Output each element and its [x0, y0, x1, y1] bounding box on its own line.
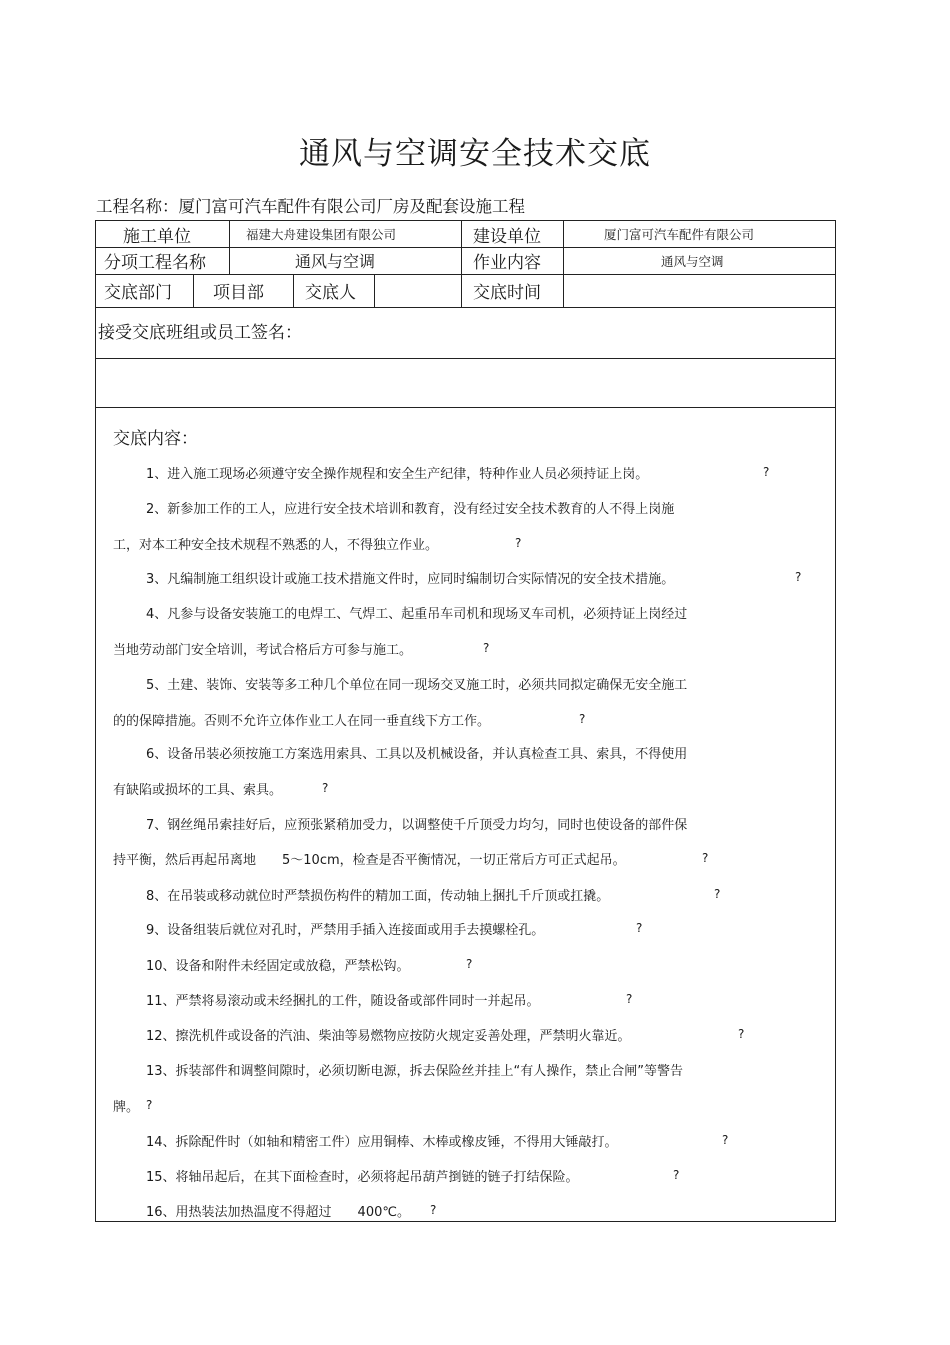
dept-label: 交底部门 [104, 283, 172, 303]
document-title: 通风与空调安全技术交底 [299, 136, 651, 172]
content-label: 交底内容： [113, 429, 198, 449]
row-divider [96, 407, 835, 408]
content-line: 工，对本工种安全技术规程不熟悉的人，不得独立作业。 [113, 538, 439, 553]
content-line: 牌。 [113, 1100, 140, 1115]
content-line: 4、凡参与设备安装施工的电焊工、气焊工、起重吊车司机和现场叉车司机，必须持证上岗经过 [146, 607, 688, 622]
col-divider [293, 274, 294, 307]
content-line: 7、钢丝绳吊索挂好后，应预张紧稍加受力，以调整使千斤顶受力均匀，同时也使设备的部件保 [146, 818, 688, 833]
content-line: 13、拆装部件和调整间隙时，必须切断电源，拆去保险丝并挂上“有人操作，禁止合闸”等警告 [146, 1064, 684, 1079]
content-line: 15、将轴吊起后，在其下面检查时，必须将起吊葫芦捯链的链子打结保险。 [146, 1170, 579, 1185]
content-line-mark: ? [515, 536, 522, 550]
content-line-mark: ? [579, 712, 586, 726]
content-line-mark: ? [466, 957, 473, 971]
content-line: 12、擦洗机件或设备的汽油、柴油等易燃物应按防火规定妥善处理，严禁明火靠近。 [146, 1029, 631, 1044]
col-divider [229, 247, 230, 274]
col-divider [563, 221, 564, 307]
content-line-mark: ? [763, 465, 770, 479]
content-line: 8、在吊装或移动就位时严禁损伤构件的精加工面，传动轴上捆扎千斤顶或扛撬。 [146, 889, 610, 904]
content-line: 持平衡，然后再起吊离地 5～10cm，检查是否平衡情况，一切正常后方可正式起吊。 [113, 853, 626, 868]
content-line-mark: ? [483, 641, 490, 655]
content-line: 的的保障措施。否则不允许立体作业工人在同一垂直线下方工作。 [113, 714, 491, 729]
content-line: 10、设备和附件未经固定或放稳，严禁松钩。 [146, 959, 410, 974]
work-content-value: 通风与空调 [661, 253, 724, 269]
content-line-mark: ? [322, 781, 329, 795]
content-line: 有缺陷或损坏的工具、索具。 [113, 783, 283, 798]
row-divider [96, 307, 835, 308]
col-divider [193, 274, 194, 307]
content-line-mark: ? [795, 570, 802, 584]
construction-unit-value: 福建大舟建设集团有限公司 [246, 227, 397, 242]
sub-project-value: 通风与空调 [295, 252, 376, 271]
content-line: 16、用热装法加热温度不得超过 400℃。 [146, 1205, 410, 1220]
content-line-mark: ? [430, 1203, 437, 1217]
content-line-mark: ? [738, 1027, 745, 1041]
row-divider [96, 358, 835, 359]
content-line-mark: ? [673, 1168, 680, 1182]
owner-unit-value: 厦门富可汽车配件有限公司 [604, 227, 755, 242]
signature-label: 接受交底班组或员工签名： [98, 323, 302, 343]
col-divider [461, 221, 462, 307]
content-line: 1、进入施工现场必须遵守安全操作规程和安全生产纪律，特种作业人员必须持证上岗。 [146, 467, 649, 482]
row-divider [96, 247, 835, 248]
content-line: 3、凡编制施工组织设计或施工技术措施文件时，应同时编制切合实际情况的安全技术措施。 [146, 572, 675, 587]
person-label: 交底人 [305, 283, 356, 303]
sub-project-label: 分项工程名称 [104, 253, 206, 273]
content-line-mark: ? [714, 887, 721, 901]
col-divider [229, 221, 230, 247]
content-line-mark: ? [146, 1098, 153, 1112]
content-line-mark: ? [702, 851, 709, 865]
content-line: 当地劳动部门安全培训，考试合格后方可参与施工。 [113, 643, 413, 658]
dept-value: 项目部 [213, 283, 264, 303]
content-line: 2、新参加工作的工人，应进行安全技术培训和教育，没有经过安全技术教育的人不得上岗施 [146, 502, 675, 517]
owner-unit-label: 建设单位 [473, 226, 541, 247]
row-divider [96, 274, 835, 275]
content-line: 9、设备组装后就位对孔时，严禁用手插入连接面或用手去摸螺栓孔。 [146, 923, 545, 938]
content-line: 6、设备吊装必须按施工方案选用索具、工具以及机械设备，并认真检查工具、索具，不得使用 [146, 747, 688, 762]
construction-unit-label: 施工单位 [123, 226, 191, 247]
project-name: 工程名称：厦门富可汽车配件有限公司厂房及配套设施工程 [96, 197, 525, 216]
content-line: 14、拆除配件时（如轴和精密工件）应用铜棒、木棒或橡皮锤，不得用大锤敲打。 [146, 1135, 618, 1150]
content-line: 5、土建、装饰、安装等多工种几个单位在同一现场交叉施工时，必须共同拟定确保无安全施工 [146, 678, 688, 693]
content-line-mark: ? [636, 921, 643, 935]
col-divider [374, 274, 375, 307]
content-line: 11、严禁将易滚动或未经捆扎的工件，随设备或部件同时一并起吊。 [146, 994, 540, 1009]
content-line-mark: ? [626, 992, 633, 1006]
time-label: 交底时间 [473, 283, 541, 303]
work-content-label: 作业内容 [473, 253, 541, 273]
disclosure-sheet [95, 220, 836, 1222]
content-line-mark: ? [722, 1133, 729, 1147]
